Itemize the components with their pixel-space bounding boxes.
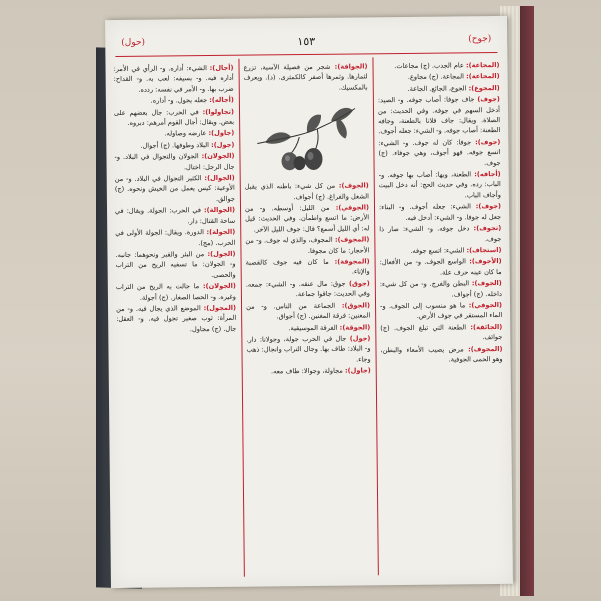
dictionary-entry: [114, 140, 234, 152]
entry-definition: الطعنة، وبها: أصاب بها جوفه. و- الباب: رده. وفي حديث الحج: أنه دخل البيت وأجاف الباب.: [378, 170, 501, 200]
entry-definition: الجوع، الجائع. الجاعة.: [407, 84, 467, 93]
entry-definition: من كل شيء: باطنه الذي يقبل الشغل والفراغ. (ج) أجواف.: [244, 181, 369, 201]
dictionary-entry: [378, 137, 500, 169]
dictionary-entry: [115, 249, 235, 281]
dictionary-entry: [380, 256, 502, 278]
entry-headword: (الجولان):: [202, 281, 236, 291]
entry-headword: (تجاولوا):: [202, 107, 235, 116]
header-right-word: (جوح): [468, 34, 492, 45]
entry-definition: الجماعة من الناس. و- من المغنين: فرقة المغنين. (ج) أجواق.: [246, 301, 371, 321]
entry-definition: ما جالت به الريح من التراب وغيره. و- الحصا الصغار. (ج) أجولة.: [115, 282, 236, 302]
column-left: [113, 63, 238, 574]
dictionary-entry: [243, 61, 367, 94]
entry-definition: مرض يصيب الأمعاء والبطن، وهو الحمى الجوفية.: [380, 344, 503, 364]
entry-headword: (أجاله):: [209, 95, 234, 105]
entry-headword: (جول):: [211, 140, 235, 149]
entry-definition: المجاعة. (ج) مجاوع.: [407, 72, 465, 82]
entry-headword: (جاول):: [344, 366, 371, 375]
page-header: [117, 34, 495, 54]
entry-definition: في الحرب: جال بعضهم على بعض. ويقال: أجال القوم أمرهم: دبروه.: [113, 107, 235, 127]
dictionary-entry: [378, 94, 500, 137]
entry-definition: المجوف، والذي له جوف. و- من الأحجار: ما كان مجوفا.: [245, 235, 370, 255]
page-number: ١٥٣: [297, 34, 316, 49]
entry-definition: جاف جوفا: أصاب جوفه. و- الصيد: أدخل السهم في جوفه. وفي الحديث: من الصلاة. ويقال: جاف فلانا بالطعنة، وجافه الطعنة: أصاب جوفه. و- الشيء: جعله أجوف.: [377, 95, 501, 136]
entry-definition: الجولان والتجوال في البلاد. و- جال الرجل: اختال.: [114, 152, 235, 171]
column-middle-top: [243, 61, 367, 94]
entry-headword: (الجولة):: [206, 227, 236, 237]
entry-headword: (الجوالة):: [203, 206, 236, 215]
entry-headword: (الجوافة):: [334, 62, 368, 71]
dictionary-entry: [380, 322, 502, 344]
header-left-word: (حول): [121, 37, 146, 48]
dictionary-entry: [114, 106, 234, 128]
entry-headword: (الجوقة):: [339, 322, 371, 332]
entry-definition: الدورة. ويقال: الجولة الأولى في الحرب. (مج).: [115, 228, 236, 247]
entry-headword: (المجوف):: [334, 235, 370, 244]
dictionary-entry: [379, 201, 501, 223]
dictionary-entry: [377, 60, 499, 72]
dictionary-entry: [116, 303, 236, 335]
dictionary-entry: [247, 365, 371, 377]
dictionary-page: [105, 16, 513, 588]
dictionary-entry: [379, 223, 501, 245]
dictionary-entry: [246, 278, 370, 300]
dictionary-entry: [115, 227, 235, 249]
book-cover-right: [520, 6, 534, 596]
dictionary-entry: [113, 63, 233, 95]
entry-headword: (الجائفة):: [470, 322, 503, 332]
column-middle: [243, 61, 372, 572]
entry-headword: (الجوق):: [341, 301, 371, 310]
dictionary-entry: [378, 83, 500, 95]
dictionary-entry: [114, 95, 234, 107]
dictionary-entry: [379, 245, 501, 257]
entry-headword: (الأجوف):: [469, 257, 502, 266]
entry-definition: الموضع الذي يجال فيه. و- من المرأة: ثوب صغير تجول فيه. و- العقل: جال. (ج) مجاول.: [116, 304, 237, 333]
entry-definition: عام الجدب. (ج) مجاعات.: [394, 61, 464, 71]
entry-definition: الشيء: جعله أجوف. و- البناء: جعل له جوفا. و- الشيء: أدخل فيه.: [378, 202, 502, 222]
entry-definition: ما كان فيه جوف كالقصبة والإناء.: [245, 257, 370, 277]
dictionary-entry: [115, 205, 235, 227]
entry-definition: ما هو منسوب إلى الجوف. و- الماء المستقر في جوف الأرض.: [380, 301, 503, 321]
entry-definition: جال في الحرب جولة، وجولانا: دار. و- البلاد: طاف بها. وجال التراب وانجال: ذهب وجاء.: [246, 334, 371, 364]
dictionary-entry: [245, 202, 369, 235]
entry-headword: (المجوع):: [468, 83, 500, 93]
dictionary-entry: [115, 173, 235, 205]
dictionary-entry: [245, 181, 369, 203]
dictionary-entry: [380, 344, 502, 366]
entry-headword: (جوف):: [475, 137, 501, 147]
entry-definition: عارضه وصاوله.: [164, 129, 207, 138]
entry-headword: (جاول):: [208, 129, 235, 138]
entry-headword: (الجوال):: [204, 173, 235, 183]
dictionary-entry: [114, 151, 234, 173]
entry-headword: (جوف):: [475, 202, 502, 211]
entry-definition: من البئر والقبر ونحوهما: جانبه. و- الجولان: ما تسفيه الريح من التراب والحصى.: [115, 250, 236, 279]
dictionary-entry: [114, 128, 234, 140]
entry-definition: شجر من فصيلة الآسية، تزرع لثمارها. وثمرها أصفر كالكمثرى. (د). ويعرف بالمكسيك.: [243, 62, 368, 92]
dictionary-entry: [245, 235, 369, 257]
entry-headword: (جوق): [348, 279, 370, 288]
entry-definition: مجاولة، وجوالا: طاف معه.: [270, 366, 343, 376]
entry-headword: (الجول):: [207, 249, 236, 258]
column-middle-bottom: [245, 181, 371, 378]
guava-branch-illustration: [247, 99, 366, 176]
dictionary-entry: [379, 169, 501, 201]
entry-definition: الشيء: أداره. و- الرأي في الأمر: أداره فيه. و- بسيفه: لعب به. و- القداح: ضرب بها. و- الأمر في نفسه: ردده.: [113, 64, 234, 94]
entry-headword: (الجوف):: [471, 279, 502, 288]
entry-definition: البلاد وطوفها. (ج) أجوال.: [140, 140, 210, 150]
entry-definition: دخل جوفه. و- الشيء: صار ذا جوف.: [379, 224, 502, 243]
dictionary-entry: [380, 278, 502, 300]
entry-headword: (المجاعة):: [465, 60, 500, 70]
dictionary-entry: [378, 71, 500, 83]
entry-headword: (الجوفي):: [335, 203, 370, 212]
dictionary-entry: [246, 333, 370, 366]
dictionary-entry: [246, 256, 370, 278]
entry-definition: الفرقة الموسيقية.: [288, 323, 338, 332]
entry-definition: الواسع الجوف. و- من الأفعال: ما كان عينه حرف علة.: [379, 257, 502, 277]
entry-definition: الطعنة التي تبلغ الجوف. (ج) جوائف.: [380, 323, 503, 342]
entry-definition: البطن والفرج. و- من كل شيء: داخله. (ج) أجواف.: [379, 279, 502, 299]
entry-headword: (المجاعة):: [466, 72, 500, 81]
entry-headword: (أجال):: [209, 63, 234, 73]
dictionary-entry: [246, 300, 370, 322]
entry-headword: (جوف): [477, 95, 500, 104]
dictionary-entry: [116, 281, 236, 303]
entry-headword: (الجوفي):: [468, 300, 503, 310]
entry-headword: (المجوفة):: [334, 257, 370, 266]
entry-headword: (استجاف):: [466, 245, 502, 255]
entry-headword: (المجوف):: [468, 344, 503, 353]
entry-headword: (أجافه):: [474, 170, 501, 179]
entry-headword: (الجولان):: [201, 152, 235, 161]
entry-headword: (جول): [349, 334, 371, 343]
entry-definition: جعله يجول. و- أداره.: [150, 96, 208, 105]
entry-definition: جوفا: كان له جوف. و- الشيء: اتسع جوفه. فهو أجوف، وهي جوفاء. (ج) جوف.: [378, 138, 501, 167]
entry-definition: الكثير التجوال في البلاد. و- من الأوعية: كيس يعمل من الخيش ونحوه. (ج) جوالق.: [114, 174, 235, 203]
entry-headword: (الجوف):: [338, 181, 369, 190]
column-right: [377, 60, 504, 571]
dictionary-entry: [380, 300, 502, 322]
entry-definition: في الحرب: الجولة. ويقال: في ساحة القتال: دار.: [114, 206, 236, 225]
entry-definition: جوق: مال عنقه. و- الشيء: جمعه. وفي الحديث: جاقوا جماعة.: [245, 279, 370, 299]
entry-headword: (تجوف):: [473, 224, 502, 233]
entry-headword: (المجول):: [203, 303, 237, 313]
dictionary-entry: [246, 322, 370, 334]
entry-definition: الشيء: اتسع جوفه.: [410, 246, 465, 255]
entry-definition: من الليل: أوسطه. و- من الأرض: ما اتسع واطمأن. وفي الحديث: قيل له: أي الليل أسمع؟ قال: جوف الليل الآخر.: [244, 203, 370, 234]
